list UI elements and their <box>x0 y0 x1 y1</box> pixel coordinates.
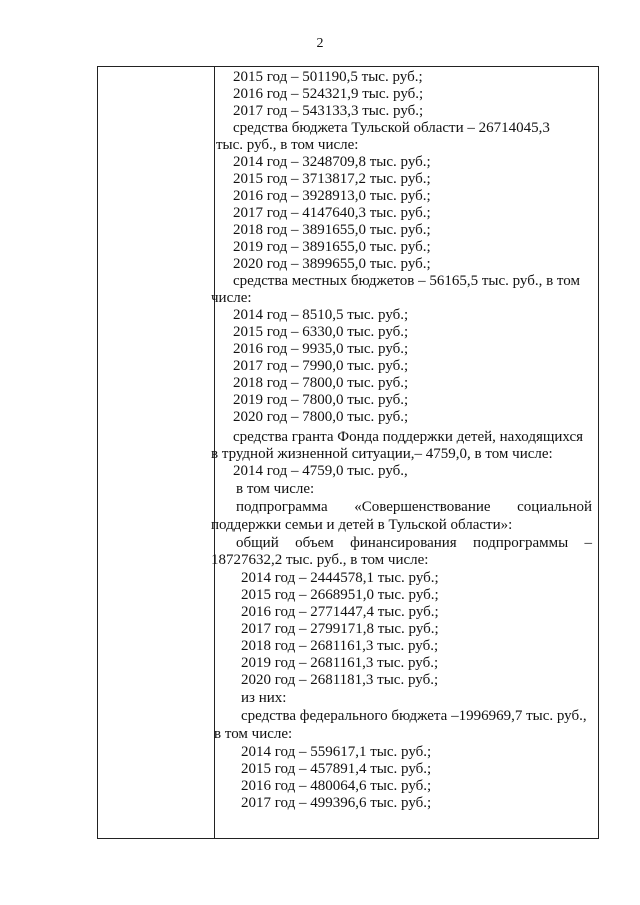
text-line: подпрограмма «Совершенствование социальной <box>236 499 592 515</box>
text-line: 2015 год – 6330,0 тыс. руб.; <box>233 324 409 340</box>
text-line: 2014 год – 559617,1 тыс. руб.; <box>241 744 432 760</box>
text-line: 2018 год – 3891655,0 тыс. руб.; <box>233 222 431 238</box>
text-line: 2016 год – 2771447,4 тыс. руб.; <box>241 604 439 620</box>
text-line: 2015 год – 501190,5 тыс. руб.; <box>233 69 423 85</box>
text-line: в том числе: <box>236 481 315 497</box>
text-line: 2017 год – 7990,0 тыс. руб.; <box>233 358 409 374</box>
text-line: средства гранта Фонда поддержки детей, находящихся <box>233 429 584 445</box>
text-line: поддержки семьи и детей в Тульской области»: <box>211 517 513 533</box>
text-line: 2014 год – 8510,5 тыс. руб.; <box>233 307 409 323</box>
text-line: в том числе: <box>214 726 293 742</box>
text-line: 2018 год – 7800,0 тыс. руб.; <box>233 375 409 391</box>
text-line: средства бюджета Тульской области – 26714045,3 <box>233 120 550 136</box>
text-line: 2017 год – 499396,6 тыс. руб.; <box>241 795 432 811</box>
right-column-text <box>98 67 598 838</box>
text-line: 2020 год – 3899655,0 тыс. руб.; <box>233 256 431 272</box>
text-line: в трудной жизненной ситуации,– 4759,0, в том числе: <box>211 446 553 462</box>
text-line: 2014 год – 3248709,8 тыс. руб.; <box>233 154 431 170</box>
text-line: 2017 год – 2799171,8 тыс. руб.; <box>241 621 439 637</box>
text-line: 2014 год – 2444578,1 тыс. руб.; <box>241 570 439 586</box>
text-line: 2019 год – 2681161,3 тыс. руб.; <box>241 655 439 671</box>
text-line: 2017 год – 4147640,3 тыс. руб.; <box>233 205 431 221</box>
text-line: 2018 год – 2681161,3 тыс. руб.; <box>241 638 439 654</box>
text-line: из них: <box>241 690 287 706</box>
page-number: 2 <box>316 36 324 51</box>
text-line: 18727632,2 тыс. руб., в том числе: <box>211 552 429 568</box>
text-line: 2016 год – 9935,0 тыс. руб.; <box>233 341 409 357</box>
text-line: 2019 год – 7800,0 тыс. руб.; <box>233 392 409 408</box>
text-line: общий объем финансирования подпрограммы – <box>236 535 592 551</box>
text-line: 2015 год – 457891,4 тыс. руб.; <box>241 761 432 777</box>
text-line: 2014 год – 4759,0 тыс. руб., <box>233 463 408 479</box>
text-line: 2015 год – 2668951,0 тыс. руб.; <box>241 587 439 603</box>
text-line: тыс. руб., в том числе: <box>216 137 359 153</box>
text-line: 2019 год – 3891655,0 тыс. руб.; <box>233 239 431 255</box>
text-line: 2015 год – 3713817,2 тыс. руб.; <box>233 171 431 187</box>
text-line: 2017 год – 543133,3 тыс. руб.; <box>233 103 424 119</box>
text-line: 2016 год – 3928913,0 тыс. руб.; <box>233 188 431 204</box>
text-line: числе: <box>211 290 252 306</box>
text-line: 2016 год – 524321,9 тыс. руб.; <box>233 86 424 102</box>
table-frame <box>97 66 599 839</box>
text-line: средства федерального бюджета –1996969,7 тыс. руб., <box>241 708 587 724</box>
text-line: 2020 год – 7800,0 тыс. руб.; <box>233 409 409 425</box>
text-line: 2016 год – 480064,6 тыс. руб.; <box>241 778 432 794</box>
text-line: 2020 год – 2681181,3 тыс. руб.; <box>241 672 439 688</box>
text-line: средства местных бюджетов – 56165,5 тыс. руб., в том <box>233 273 580 289</box>
